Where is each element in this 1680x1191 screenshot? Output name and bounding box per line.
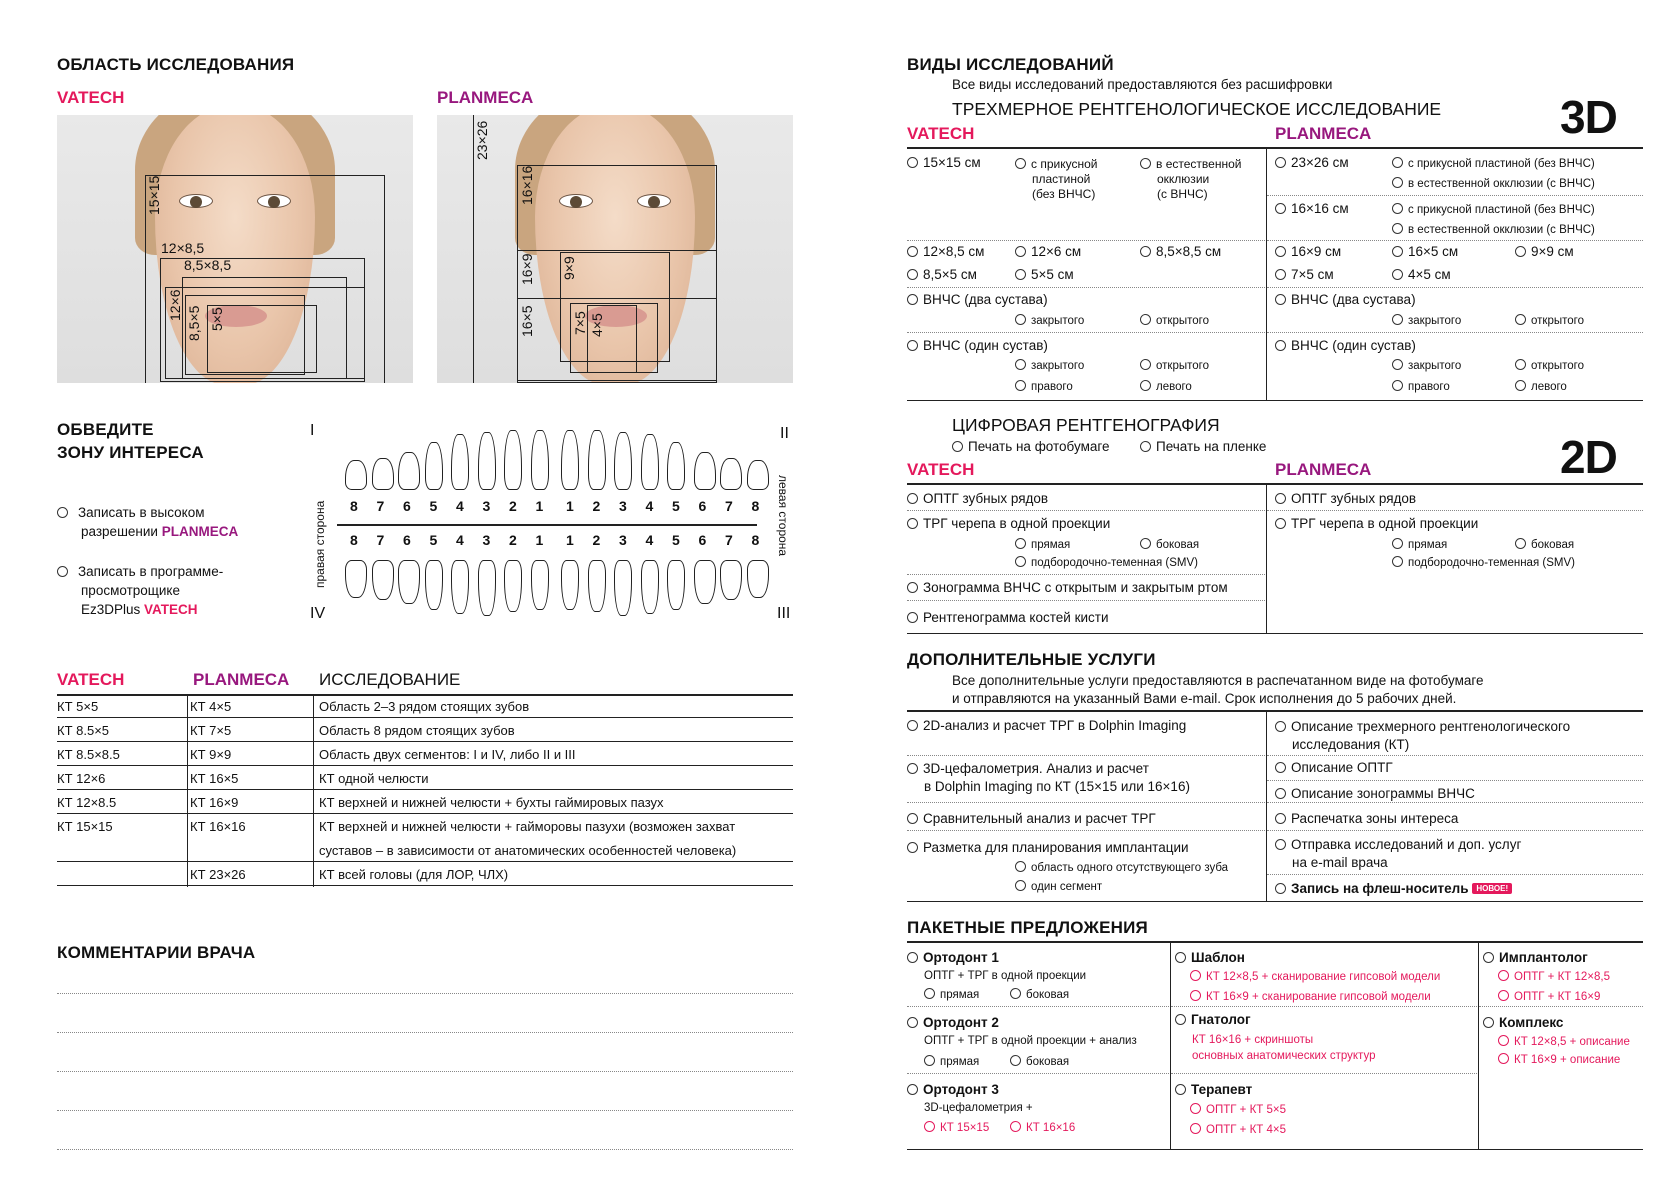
upper-tooth[interactable] [747,460,769,490]
left-side-label: левая сторона [776,475,790,557]
pkg-complex-2[interactable]: КТ 16×9 + описание [1498,1053,1620,1066]
types-subtitle: Все виды исследований предоставляются без расшифровки [952,77,1333,92]
p-tmj1-closed[interactable]: закрытого [1392,359,1461,372]
planmeca-face-photo [437,115,793,383]
pkg-ortho3-16[interactable]: КТ 16×16 [1010,1121,1075,1134]
upper-tooth-number: 3 [619,498,627,514]
extra-ct-desc[interactable]: Описание трехмерного рентгенологического исследования (КТ) [1275,718,1570,754]
lower-tooth-number: 3 [619,532,627,548]
comments-title: КОММЕНТАРИИ ВРАЧА [57,943,256,962]
upper-tooth-number: 5 [672,498,680,514]
table-row [57,743,793,766]
v-tmj1-closed[interactable]: закрытого [1015,359,1084,372]
pkg-therapist-1[interactable]: ОПТГ + КТ 5×5 [1190,1103,1286,1116]
lower-tooth[interactable] [372,560,394,600]
vatech-label-5x5: 5×5 [209,307,225,331]
quadrant-II: II [780,425,789,442]
upper-tooth-number: 3 [482,498,491,514]
planmeca-label-16x9: 16×9 [519,253,535,285]
d3-title: ТРЕХМЕРНОЕ РЕНТГЕНОЛОГИЧЕСКОЕ ИССЛЕДОВАНИЕ [952,99,1442,119]
pkg-ortho2-straight[interactable]: прямая [924,1055,979,1068]
hi-res-option[interactable]: Записать в высоком разрешении PLANMECA [57,503,238,541]
lower-tooth[interactable] [451,560,469,614]
comment-line[interactable] [57,1071,793,1072]
extra-implant-plan[interactable]: Разметка для планирования имплантации [907,840,1189,855]
v-tmj1-option[interactable]: ВНЧС (один сустав) [907,338,1048,353]
pkg-template-1[interactable]: КТ 12×8,5 + сканирование гипсовой модели [1190,970,1440,983]
lower-tooth[interactable] [478,560,496,616]
table-cell: КТ 16×16 [190,819,246,834]
quadrant-IV: IV [310,605,326,622]
table-row [57,815,793,838]
hi-res-radio[interactable] [57,507,68,518]
lower-tooth[interactable] [398,560,420,604]
upper-tooth[interactable] [561,430,579,490]
right-side-label: правая сторона [313,500,327,588]
vatech-label-12x6: 12×6 [167,289,183,321]
d2-vatech: VATECH [907,460,975,479]
pkg-ortho1-side[interactable]: боковая [1010,988,1069,1001]
v-15-occl-option[interactable]: в естественной окклюзии (с ВНЧС) [1140,157,1241,202]
lower-tooth[interactable] [694,560,716,604]
pkg-implantolog[interactable]: Имплантолог [1483,950,1588,965]
pkg-implantolog-2[interactable]: ОПТГ + КТ 16×9 [1498,990,1600,1003]
extra-subtitle: Все дополнительные услуги предоставляются в распечатанном виде на фотобумаге и отправляются на указанный Вами e-mail. Срок исполнения до 5 рабочих дней. [952,673,1484,706]
p-tmj1-open[interactable]: открытого [1515,359,1584,372]
p-trg-smv[interactable]: подбородочно-теменная (SMV) [1392,556,1575,569]
types-title: ВИДЫ ИССЛЕДОВАНИЙ [907,55,1114,74]
p-16x16-option[interactable]: 16×16 см [1275,201,1349,216]
pkg-gnatolog-desc: КТ 16×16 + скриншоты основных анатомических структур [1192,1034,1376,1062]
quadrant-I: I [310,422,315,439]
p-tmj1-option[interactable]: ВНЧС (один сустав) [1275,338,1416,353]
vatech-label: VATECH [57,88,125,107]
table-cell: суставов – в зависимости от анатомических особенностей человека) [319,843,737,858]
upper-tooth-number: 7 [725,498,733,514]
lower-tooth[interactable] [345,560,367,598]
table-row [57,791,793,814]
p-23-bite[interactable]: с прикусной пластиной (без ВНЧС) [1392,157,1595,170]
upper-tooth[interactable] [345,460,367,490]
table-cell: КТ 7×5 [190,723,232,738]
new-badge: НОВОЕ! [1472,883,1512,894]
pack-title: ПАКЕТНЫЕ ПРЕДЛОЖЕНИЯ [907,918,1148,937]
v-hand-option[interactable]: Рентгенограмма костей кисти [907,610,1109,625]
lower-tooth-number: 8 [751,532,760,548]
lower-tooth-number: 5 [672,532,680,548]
area-title: ОБЛАСТЬ ИССЛЕДОВАНИЯ [57,55,295,74]
lower-tooth-number: 5 [429,532,438,548]
upper-tooth-number: 5 [429,498,438,514]
upper-tooth-number: 1 [566,498,574,514]
v-zono-option[interactable]: Зонограмма ВНЧС с открытым и закрытым ртом [907,580,1228,595]
upper-tooth-number: 6 [698,498,707,514]
v-tmj1-open[interactable]: открытого [1140,359,1209,372]
extra-implant-segment[interactable]: один сегмент [1015,880,1102,893]
v-trg-straight[interactable]: прямая [1015,538,1070,551]
table-row [57,767,793,790]
upper-tooth[interactable] [641,434,659,490]
pkg-ortho3-desc: 3D-цефалометрия + [924,1102,1033,1114]
upper-tooth-number: 2 [509,498,517,514]
upper-tooth[interactable] [694,452,716,490]
upper-tooth[interactable] [478,432,496,490]
p-16-bite[interactable]: с прикусной пластиной (без ВНЧС) [1392,203,1595,216]
viewer-radio[interactable] [57,566,68,577]
lower-tooth-number: 1 [535,532,544,548]
lower-tooth[interactable] [720,560,742,600]
v-12x6-option[interactable]: 12×6 см [1015,244,1081,259]
viewer-option[interactable]: Записать в программе- просмотрощике Ez3DPlus VATECH [57,562,223,619]
lower-tooth-number: 1 [566,532,574,548]
comment-line[interactable] [57,993,793,994]
d3-vatech: VATECH [907,124,975,143]
lower-tooth[interactable] [614,560,632,616]
table-cell: КТ 16×9 [190,795,239,810]
lower-tooth[interactable] [561,560,579,610]
table-cell: КТ одной челюсти [319,771,429,786]
upper-tooth[interactable] [372,458,394,490]
planmeca-label-16x5: 16×5 [519,305,535,337]
upper-tooth[interactable] [614,432,632,490]
lower-tooth[interactable] [425,560,443,610]
table-cell: КТ 9×9 [190,747,232,762]
upper-tooth[interactable] [398,452,420,490]
extra-email[interactable]: Отправка исследований и доп. услуг на e-mail врача [1275,836,1521,872]
v-tmj2-open[interactable]: открытого [1140,314,1209,327]
planmeca-label: PLANMECA [437,88,534,107]
lower-tooth[interactable] [588,560,606,612]
lower-tooth-number: 4 [645,532,654,548]
d2-big-label: 2D [1560,431,1617,483]
pkg-complex[interactable]: Комплекс [1483,1015,1563,1030]
lower-tooth-number: 2 [592,532,601,548]
upper-tooth[interactable] [667,442,685,490]
v-5x5-option[interactable]: 5×5 см [1015,267,1074,282]
p-7x5-option[interactable]: 7×5 см [1275,267,1334,282]
table-header-planmeca: PLANMECA [193,670,290,689]
dental-chart[interactable] [305,420,795,630]
lower-tooth[interactable] [531,560,549,610]
p-tmj2-open[interactable]: открытого [1515,314,1584,327]
upper-tooth[interactable] [504,430,522,490]
pkg-ortho1[interactable]: Ортодонт 1 [907,950,999,965]
v-85x85-option[interactable]: 8,5×8,5 см [1140,244,1221,259]
upper-tooth-number: 1 [535,498,544,514]
extra-title: ДОПОЛНИТЕЛЬНЫЕ УСЛУГИ [907,650,1156,669]
d2-planmeca: PLANMECA [1275,460,1372,479]
lower-tooth-number: 7 [725,532,733,548]
table-cell: КТ верхней и нижней челюсти + бухты гаймировых пазух [319,795,664,810]
p-tmj1-left[interactable]: левого [1515,380,1567,393]
table-header-exam: ИССЛЕДОВАНИЕ [319,670,461,689]
table-cell: КТ 12×8.5 [57,795,117,810]
extra-flash[interactable]: Запись на флеш-носитель НОВОЕ! [1275,881,1512,896]
pkg-implantolog-1[interactable]: ОПТГ + КТ 12×8,5 [1498,970,1610,983]
table-row [57,719,793,742]
table-row [57,695,793,718]
table-cell: Область двух сегментов: I и IV, либо II и III [319,747,576,762]
table-cell: КТ 5×5 [57,699,99,714]
p-23x26-option[interactable]: 23×26 см [1275,155,1349,170]
table-cell: КТ 16×5 [190,771,239,786]
v-optg-option[interactable]: ОПТГ зубных рядов [907,491,1048,506]
v-12x85-option[interactable]: 12×8,5 см [907,244,984,259]
extra-2d-analysis[interactable]: 2D-анализ и расчет ТРГ в Dolphin Imaging [907,718,1186,733]
p-trg-straight[interactable]: прямая [1392,538,1447,551]
v-tmj1-left[interactable]: левого [1140,380,1192,393]
comment-line[interactable] [57,1149,793,1150]
table-row [57,839,793,862]
p-trg-option[interactable]: ТРГ черепа в одной проекции [1275,516,1478,531]
p-4x5-option[interactable]: 4×5 см [1392,267,1451,282]
pkg-gnatolog[interactable]: Гнатолог [1175,1012,1251,1027]
print-photo-option[interactable]: Печать на фотобумаге [952,439,1110,454]
lower-tooth-number: 6 [698,532,707,548]
p-16x9-option[interactable]: 16×9 см [1275,244,1341,259]
print-film-option[interactable]: Печать на пленке [1140,439,1266,454]
pkg-ortho1-straight[interactable]: прямая [924,988,979,1001]
extra-compare[interactable]: Сравнительный анализ и расчет ТРГ [907,811,1156,826]
v-15x15-option[interactable]: 15×15 см [907,155,981,170]
pkg-therapist-2[interactable]: ОПТГ + КТ 4×5 [1190,1123,1286,1136]
table-cell: КТ 12×6 [57,771,106,786]
table-cell: КТ 4×5 [190,699,232,714]
planmeca-label-16x16: 16×16 [519,165,535,205]
pkg-template[interactable]: Шаблон [1175,950,1245,965]
upper-tooth-number: 8 [350,498,358,514]
table-cell: КТ 15×15 [57,819,113,834]
v-trg-smv[interactable]: подбородочно-теменная (SMV) [1015,556,1198,569]
planmeca-label-7x5: 7×5 [572,311,588,335]
vatech-label-15x15: 15×15 [146,175,162,215]
extra-print-zone[interactable]: Распечатка зоны интереса [1275,811,1458,826]
vatech-label-12x85: 12×8,5 [161,240,205,256]
p-tmj1-right[interactable]: правого [1392,380,1450,393]
pkg-complex-1[interactable]: КТ 12×8,5 + описание [1498,1035,1630,1048]
upper-tooth-number: 4 [645,498,654,514]
d3-planmeca: PLANMECA [1275,124,1372,143]
upper-tooth-number: 7 [376,498,385,514]
table-cell: КТ верхней и нижней челюсти + гайморовы пазухи (возможен захват [319,819,736,834]
pkg-ortho3[interactable]: Ортодонт 3 [907,1082,999,1097]
pkg-ortho2-side[interactable]: боковая [1010,1055,1069,1068]
extra-optg-desc[interactable]: Описание ОПТГ [1275,760,1393,775]
table-header-vatech: VATECH [57,670,125,689]
lower-tooth-number: 8 [350,532,358,548]
v-85x5-option[interactable]: 8,5×5 см [907,267,977,282]
lower-tooth-number: 3 [482,532,491,548]
d3-big-label: 3D [1560,91,1617,143]
lower-tooth[interactable] [641,560,659,614]
lower-tooth-number: 4 [456,532,464,548]
pkg-template-2[interactable]: КТ 16×9 + сканирование гипсовой модели [1190,990,1431,1003]
comment-line[interactable] [57,1032,793,1033]
v-trg-option[interactable]: ТРГ черепа в одной проекции [907,516,1110,531]
upper-tooth-number: 4 [456,498,464,514]
p-tmj2-option[interactable]: ВНЧС (два сустава) [1275,292,1416,307]
extra-implant-one[interactable]: область одного отсутствующего зуба [1015,861,1228,874]
lower-tooth-number: 7 [376,532,385,548]
planmeca-label-9x9: 9×9 [561,256,577,280]
upper-tooth[interactable] [720,458,742,490]
v-tmj1-right[interactable]: правого [1015,380,1073,393]
upper-tooth[interactable] [425,442,443,490]
quadrant-III: III [777,605,791,622]
upper-tooth[interactable] [451,434,469,490]
lower-tooth-number: 6 [403,532,411,548]
mark-title: ОБВЕДИТЕ ЗОНУ ИНТЕРЕСА [57,420,204,462]
lower-tooth[interactable] [504,560,522,612]
pkg-ortho1-desc: ОПТГ + ТРГ в одной проекции [924,970,1087,982]
extra-zono-desc[interactable]: Описание зонограммы ВНЧС [1275,786,1475,801]
pkg-therapist[interactable]: Терапевт [1175,1082,1252,1097]
v-15-bite-option[interactable]: с прикусной пластиной (без ВНЧС) [1015,157,1097,202]
v-tmj2-option[interactable]: ВНЧС (два сустава) [907,292,1048,307]
upper-tooth-number: 2 [592,498,601,514]
d2-title: ЦИФРОВАЯ РЕНТГЕНОГРАФИЯ [952,415,1220,435]
vatech-label-85x5: 8,5×5 [186,305,202,341]
v-tmj2-closed[interactable]: закрытого [1015,314,1084,327]
table-cell: Область 2–3 рядом стоящих зубов [319,699,530,714]
planmeca-label-4x5: 4×5 [589,313,605,337]
p-16-occl[interactable]: в естественной окклюзии (с ВНЧС) [1392,223,1595,236]
p-23-occl[interactable]: в естественной окклюзии (с ВНЧС) [1392,177,1595,190]
pkg-ortho2-desc: ОПТГ + ТРГ в одной проекции + анализ [924,1035,1137,1047]
p-16x5-option[interactable]: 16×5 см [1392,244,1458,259]
pkg-ortho2[interactable]: Ортодонт 2 [907,1015,999,1030]
table-row [57,863,793,886]
midline-divider [337,524,757,526]
upper-tooth-number: 8 [751,498,760,514]
comment-line[interactable] [57,1110,793,1111]
table-cell: КТ 8.5×5 [57,723,110,738]
extra-3d-ceph[interactable]: 3D-цефалометрия. Анализ и расчет в Dolphin Imaging по КТ (15×15 или 16×16) [907,760,1190,796]
table-cell: КТ 8.5×8.5 [57,747,120,762]
v-trg-side[interactable]: боковая [1140,538,1199,551]
p-trg-side[interactable]: боковая [1515,538,1574,551]
table-cell: КТ 23×26 [190,867,246,882]
vatech-face-photo [57,115,413,383]
lower-tooth[interactable] [667,560,685,610]
planmeca-label-23x26: 23×26 [474,120,490,160]
upper-tooth[interactable] [531,430,549,490]
table-cell: Область 8 рядом стоящих зубов [319,723,515,738]
p-tmj2-closed[interactable]: закрытого [1392,314,1461,327]
p-9x9-option[interactable]: 9×9 см [1515,244,1574,259]
pkg-ortho3-15[interactable]: КТ 15×15 [924,1121,989,1134]
p-optg-option[interactable]: ОПТГ зубных рядов [1275,491,1416,506]
table-cell: КТ всей головы (для ЛОР, ЧЛХ) [319,867,509,882]
lower-tooth[interactable] [747,560,769,598]
upper-tooth[interactable] [588,430,606,490]
lower-tooth-number: 2 [509,532,517,548]
vatech-label-85x85: 8,5×8,5 [184,257,232,273]
upper-tooth-number: 6 [403,498,411,514]
